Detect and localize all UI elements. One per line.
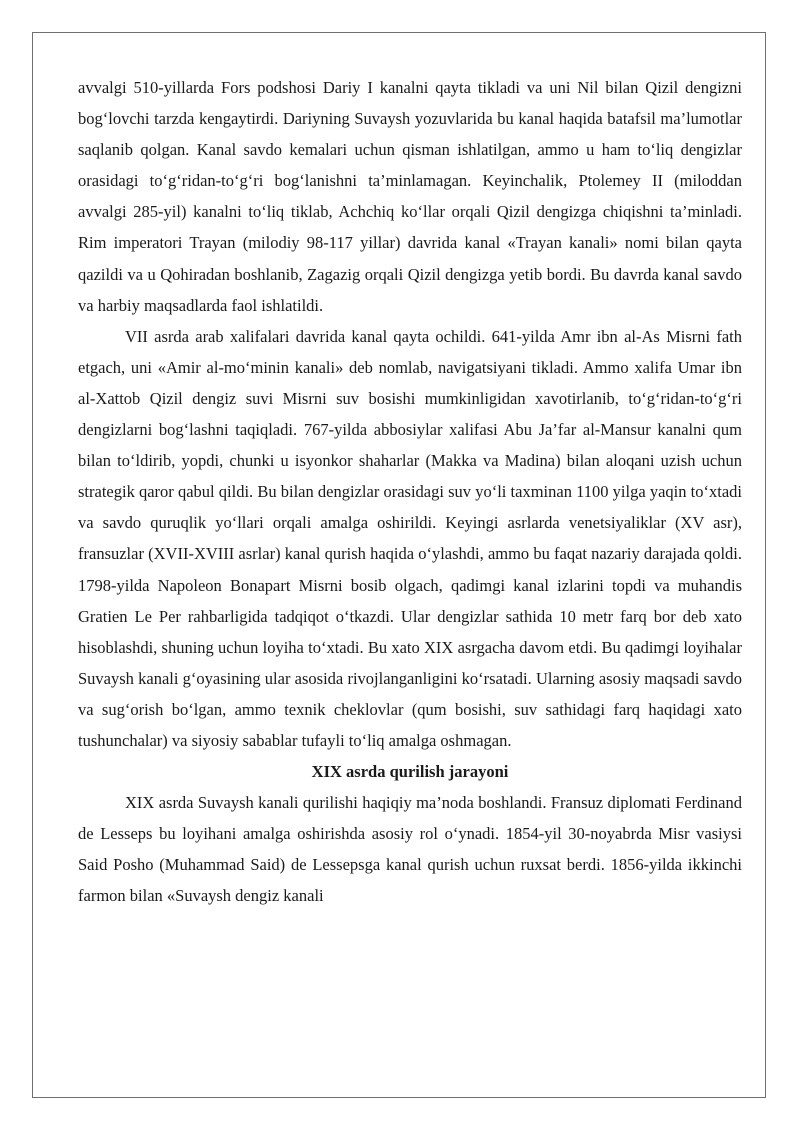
paragraph-continuation: avvalgi 510-yillarda Fors podshosi Dariy I kanalni qayta tikladi va uni Nil bilan Qizil dengizni bog‘lovchi tarzda kengaytirdi. Dariyning Suvaysh yozuvlarida bu kanal haqida batafsil ma’lumotlar saqlanib qolgan. Kanal savdo kemalari uchun qisman ishlatilgan, ammo u ham to‘liq dengizlar orasidagi to‘g‘ridan-to‘g‘ri bog‘lanishni ta’minlamagan. Keyinchalik, Ptolemey II (miloddan avvalgi 285-yil) kanalni to‘liq tiklab, Achchiq ko‘llar orqali Qizil dengizga chiqishni ta’minladi. Rim imperatori Trayan (milodiy 98-117 yillar) davrida kanal «Trayan kanali» nomi bilan qayta qazildi va u Qohiradan boshlanib, Zagazig orqali Qizil dengizga yetib bordi. Bu davrda kanal savdo va harbiy maqsadlarda faol ishlatildi. xyxy=(78,78,742,315)
paragraph-xix-century: XIX asrda Suvaysh kanali qurilishi haqiqiy ma’noda boshlandi. Fransuz diplomati Ferdinand de Lesseps bu loyihani amalga oshirishda asosiy rol o‘ynadi. 1854-yil 30-noyabrda Misr vasiysi Said Posho (Muhammad Said) de Lessepsga kanal qurish uchun ruxsat berdi. 1856-yilda ikkinchi farmon bilan «Suvaysh dengiz kanali xyxy=(78,793,742,906)
section-heading: XIX asrda qurilish jarayoni xyxy=(311,762,509,782)
paragraph-arab-caliphs: VII asrda arab xalifalari davrida kanal qayta ochildi. 641-yilda Amr ibn al-As Misrni fath etgach, uni «Amir al-mo‘minin kanali» deb nomlab, navigatsiyani tikladi. Ammo xalifa Umar ibn al-Xattob Qizil dengiz suvi Misrni suv bosishi mumkinligidan xavotirlanib, to‘g‘ridan-to‘g‘ri dengizlarni bog‘lashni taqiqladi. 767-yilda abbosiylar xalifasi Abu Ja’far al-Mansur kanalni qum bilan to‘ldirib, yopdi, chunki u isyonkor shaharlar (Makka va Madina) bilan aloqani uzish uchun strategik qaror qabul qildi. Bu bilan dengizlar orasidagi suv yo‘li taxminan 1100 yilga yaqin to‘xtadi va savdo quruqlik yo‘llari orqali amalga oshirildi. Keyingi asrlarda venetsiyaliklar (XV asr), fransuzlar (XVII-XVIII asrlar) kanal qurish haqida o‘ylashdi, ammo bu faqat nazariy darajada qoldi. 1798-yilda Napoleon Bonapart Misrni bosib olgach, qadimgi kanal izlarini topdi va muhandis Gratien Le Per rahbarligida tadqiqot o‘tkazdi. Ular dengizlar sathida 10 metr farq bor deb xato hisoblashdi, shuning uchun loyiha to‘xtadi. Bu xato XIX asrgacha davom etdi. Bu qadimgi loyihalar Suvaysh kanali g‘oyasining ular asosida rivojlanganligini ko‘rsatadi. Ularning asosiy maqsadi savdo va sug‘orish bo‘lgan, ammo texnik cheklovlar (qum bosishi, suv sathidagi farq haqidagi xato tushunchalar) va siyosiy sabablar tufayli to‘liq amalga oshmagan. xyxy=(78,326,742,750)
document-body xyxy=(78,72,742,912)
